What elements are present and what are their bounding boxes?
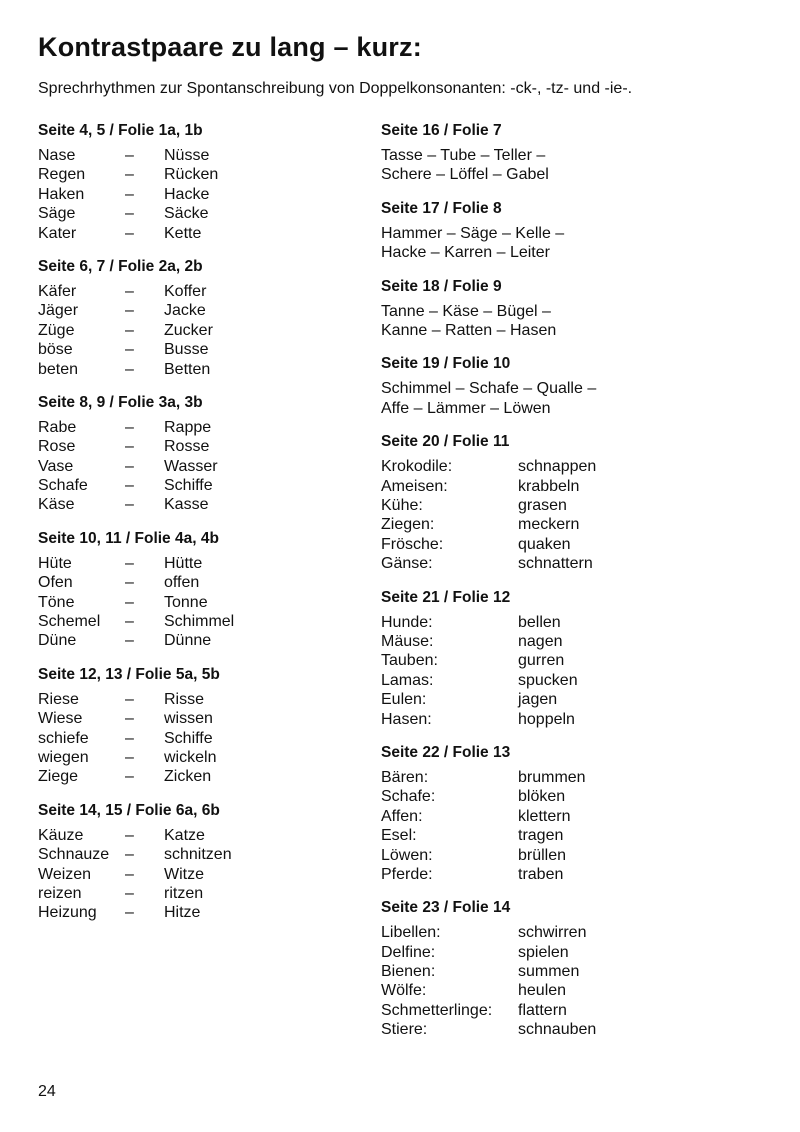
animal-sound-row: [381, 962, 771, 981]
word-pair-row: [38, 748, 358, 767]
short-vowel-word: Schimmel: [164, 613, 235, 631]
short-vowel-word: Risse: [164, 690, 205, 708]
animal-sound-section: [381, 897, 771, 1039]
page-subtitle: Sprechrhythmen zur Spontanschreibung von Doppelkonsonanten: -ck-, -tz- und -ie-.: [38, 80, 633, 97]
word-pair-row: [38, 321, 358, 340]
dash-separator: –: [125, 846, 134, 864]
animal-sound-verb: traben: [518, 865, 564, 883]
animal-name: Löwen:: [381, 846, 433, 864]
long-vowel-word: Rabe: [38, 418, 77, 436]
word-pair-row: [38, 185, 358, 204]
short-vowel-word: Dünne: [164, 632, 212, 650]
animal-sound-row: [381, 787, 771, 806]
word-pair-section: [38, 800, 358, 923]
dash-separator: –: [125, 904, 134, 922]
animal-sound-verb: grasen: [518, 497, 567, 515]
animal-sound-row: [381, 651, 771, 670]
word-chain-line: Affe – Lämmer – Löwen: [381, 399, 551, 417]
dash-separator: –: [125, 613, 134, 631]
animal-sound-verb: gurren: [518, 652, 565, 670]
section-heading: Seite 6, 7 / Folie 2a, 2b: [38, 257, 203, 275]
animal-sound-row: [381, 690, 771, 709]
long-vowel-word: beten: [38, 360, 79, 378]
long-vowel-word: reizen: [38, 884, 82, 902]
animal-sound-verb: schnappen: [518, 458, 597, 476]
short-vowel-word: Tonne: [164, 593, 208, 611]
word-pair-row: [38, 631, 358, 650]
word-pair-row: [38, 729, 358, 748]
long-vowel-word: Heizung: [38, 904, 97, 922]
dash-separator: –: [125, 321, 134, 339]
page-number: 24: [38, 1083, 56, 1100]
word-pair-row: [38, 301, 358, 320]
short-vowel-word: offen: [164, 574, 200, 592]
word-pair-row: [38, 146, 358, 165]
animal-sound-row: [381, 923, 771, 942]
animal-sound-row: [381, 943, 771, 962]
short-vowel-word: Zicken: [164, 768, 212, 786]
animal-name: Bienen:: [381, 963, 436, 981]
animal-name: Pferde:: [381, 865, 433, 883]
dash-separator: –: [125, 574, 134, 592]
animal-sound-row: [381, 826, 771, 845]
long-vowel-word: Wiese: [38, 710, 83, 728]
word-pair-row: [38, 282, 358, 301]
animal-sound-verb: meckern: [518, 516, 580, 534]
short-vowel-word: Witze: [164, 865, 204, 883]
word-pair-row: [38, 418, 358, 437]
animal-name: Gänse:: [381, 555, 433, 573]
word-pair-row: [38, 593, 358, 612]
word-pair-row: [38, 204, 358, 223]
animal-name: Esel:: [381, 827, 417, 845]
animal-sound-verb: summen: [518, 963, 580, 981]
animal-name: Hasen:: [381, 710, 432, 728]
animal-name: Kühe:: [381, 497, 423, 515]
short-vowel-word: schnitzen: [164, 846, 232, 864]
long-vowel-word: Weizen: [38, 865, 92, 883]
animal-sound-row: [381, 807, 771, 826]
short-vowel-word: Nüsse: [164, 147, 210, 164]
dash-separator: –: [125, 147, 134, 164]
short-vowel-word: Hacke: [164, 185, 210, 203]
animal-sound-verb: spucken: [518, 671, 578, 689]
animal-name: Eulen:: [381, 691, 427, 709]
long-vowel-word: Ofen: [38, 574, 73, 592]
dash-separator: –: [125, 554, 134, 572]
animal-sound-row: [381, 613, 771, 632]
animal-sound-row: [381, 865, 771, 884]
animal-name: Hunde:: [381, 613, 433, 631]
long-vowel-word: Töne: [38, 593, 75, 611]
dash-separator: –: [125, 690, 134, 708]
animal-sound-row: [381, 496, 771, 515]
short-vowel-word: Koffer: [164, 282, 207, 300]
dash-separator: –: [125, 710, 134, 728]
animal-sound-row: [381, 457, 771, 476]
animal-name: Tauben:: [381, 652, 438, 670]
animal-sound-section: [381, 587, 771, 729]
word-chain-line: Hammer – Säge – Kelle –: [381, 224, 565, 242]
word-pair-section: [38, 120, 358, 243]
long-vowel-word: Schemel: [38, 613, 101, 631]
dash-separator: –: [125, 166, 134, 184]
long-vowel-word: schiefe: [38, 729, 89, 747]
short-vowel-word: Hütte: [164, 554, 203, 572]
word-chain-line: Schimmel – Schafe – Qualle –: [381, 380, 597, 398]
dash-separator: –: [125, 205, 134, 223]
word-pair-row: [38, 845, 358, 864]
animal-sound-row: [381, 1001, 771, 1020]
short-vowel-word: Kasse: [164, 496, 209, 514]
animal-sound-verb: nagen: [518, 632, 563, 650]
dash-separator: –: [125, 865, 134, 883]
short-vowel-word: Betten: [164, 360, 211, 378]
long-vowel-word: Säge: [38, 205, 76, 223]
word-chain-line: Kanne – Ratten – Hasen: [381, 322, 557, 340]
animal-sound-row: [381, 535, 771, 554]
word-pair-row: [38, 476, 358, 495]
word-pair-row: [38, 826, 358, 845]
word-pair-row: [38, 612, 358, 631]
animal-sound-verb: jagen: [518, 691, 558, 709]
dash-separator: –: [125, 302, 134, 320]
animal-name: Frösche:: [381, 535, 444, 553]
animal-name: Stiere:: [381, 1021, 428, 1039]
long-vowel-word: Züge: [38, 321, 75, 339]
animal-sound-verb: krabbeln: [518, 477, 580, 495]
animal-name: Delfine:: [381, 943, 436, 961]
animal-sound-verb: klettern: [518, 807, 571, 825]
animal-name: Ziegen:: [381, 516, 435, 534]
section-heading: Seite 17 / Folie 8: [381, 199, 502, 217]
animal-sound-verb: tragen: [518, 827, 564, 845]
animal-sound-row: [381, 710, 771, 729]
animal-name: Affen:: [381, 807, 423, 825]
long-vowel-word: Haken: [38, 185, 85, 203]
short-vowel-word: Kette: [164, 224, 202, 242]
dash-separator: –: [125, 884, 134, 902]
dash-separator: –: [125, 224, 134, 242]
word-chain-section: [381, 198, 771, 263]
long-vowel-word: Rose: [38, 438, 76, 456]
word-pair-row: [38, 709, 358, 728]
long-vowel-word: Käuze: [38, 826, 84, 844]
word-pair-row: [38, 457, 358, 476]
dash-separator: –: [125, 360, 134, 378]
short-vowel-word: Rappe: [164, 418, 212, 436]
short-vowel-word: Rücken: [164, 166, 219, 184]
dash-separator: –: [125, 457, 134, 475]
short-vowel-word: Wasser: [164, 457, 218, 475]
short-vowel-word: Rosse: [164, 438, 210, 456]
page-title: Kontrastpaare zu lang – kurz:: [38, 32, 422, 62]
animal-sound-verb: blöken: [518, 788, 566, 806]
short-vowel-word: Schiffe: [164, 729, 213, 747]
long-vowel-word: Riese: [38, 690, 79, 708]
long-vowel-word: Nase: [38, 147, 76, 164]
animal-name: Schafe:: [381, 788, 436, 806]
animal-name: Ameisen:: [381, 477, 448, 495]
animal-sound-row: [381, 981, 771, 1000]
animal-sound-row: [381, 671, 771, 690]
word-chain-line: Tasse – Tube – Teller –: [381, 147, 546, 164]
section-heading: Seite 16 / Folie 7: [381, 122, 502, 139]
word-pair-row: [38, 340, 358, 359]
animal-sound-section: [381, 742, 771, 884]
section-heading: Seite 10, 11 / Folie 4a, 4b: [38, 529, 219, 547]
long-vowel-word: Regen: [38, 166, 86, 184]
dash-separator: –: [125, 341, 134, 359]
animal-sound-row: [381, 554, 771, 573]
section-heading: Seite 4, 5 / Folie 1a, 1b: [38, 122, 203, 139]
word-pair-row: [38, 165, 358, 184]
short-vowel-word: Busse: [164, 341, 209, 359]
section-heading: Seite 12, 13 / Folie 5a, 5b: [38, 665, 220, 683]
animal-sound-verb: schnattern: [518, 555, 593, 573]
section-heading: Seite 18 / Folie 9: [381, 277, 502, 295]
word-chain-section: [381, 276, 771, 341]
animal-sound-row: [381, 768, 771, 787]
word-pair-section: [38, 664, 358, 787]
word-pair-section: [38, 256, 358, 379]
animal-sound-verb: schnauben: [518, 1021, 597, 1039]
section-heading: Seite 8, 9 / Folie 3a, 3b: [38, 393, 203, 411]
word-pair-row: [38, 437, 358, 456]
short-vowel-word: Jacke: [164, 302, 206, 320]
animal-sound-verb: bellen: [518, 613, 561, 631]
short-vowel-word: Katze: [164, 826, 205, 844]
word-pair-row: [38, 360, 358, 379]
dash-separator: –: [125, 496, 134, 514]
dash-separator: –: [125, 729, 134, 747]
short-vowel-word: wissen: [164, 710, 213, 728]
dash-separator: –: [125, 748, 134, 766]
animal-name: Schmetterlinge:: [381, 1001, 493, 1019]
dash-separator: –: [125, 477, 134, 495]
animal-sound-verb: brüllen: [518, 846, 567, 864]
dash-separator: –: [125, 826, 134, 844]
section-heading: Seite 22 / Folie 13: [381, 743, 511, 761]
long-vowel-word: Vase: [38, 457, 74, 475]
long-vowel-word: Schafe: [38, 477, 88, 495]
section-heading: Seite 21 / Folie 12: [381, 588, 511, 606]
word-pair-row: [38, 554, 358, 573]
long-vowel-word: Düne: [38, 632, 77, 650]
word-chain-line: Tanne – Käse – Bügel –: [381, 302, 551, 320]
animal-sound-section: [381, 431, 771, 573]
word-pair-row: [38, 573, 358, 592]
long-vowel-word: Käfer: [38, 282, 77, 300]
short-vowel-word: Zucker: [164, 321, 213, 339]
animal-name: Libellen:: [381, 924, 441, 942]
dash-separator: –: [125, 438, 134, 456]
section-heading: Seite 23 / Folie 14: [381, 899, 511, 917]
animal-name: Mäuse:: [381, 632, 434, 650]
dash-separator: –: [125, 768, 134, 786]
word-pair-row: [38, 903, 358, 922]
animal-sound-verb: schwirren: [518, 924, 587, 942]
word-pair-row: [38, 690, 358, 709]
short-vowel-word: Schiffe: [164, 477, 213, 495]
animal-sound-verb: flattern: [518, 1001, 567, 1019]
animal-sound-verb: brummen: [518, 768, 586, 786]
long-vowel-word: böse: [38, 341, 73, 359]
short-vowel-word: Säcke: [164, 205, 209, 223]
long-vowel-word: Kater: [38, 224, 77, 242]
word-chain-section: [381, 120, 771, 185]
word-pair-row: [38, 865, 358, 884]
short-vowel-word: Hitze: [164, 904, 201, 922]
section-heading: Seite 14, 15 / Folie 6a, 6b: [38, 801, 220, 819]
word-chain-line: Schere – Löffel – Gabel: [381, 166, 549, 184]
word-pair-section: [38, 528, 358, 651]
word-chain-line: Hacke – Karren – Leiter: [381, 244, 550, 262]
left-column: [38, 120, 358, 936]
animal-sound-row: [381, 515, 771, 534]
long-vowel-word: Jäger: [38, 302, 79, 320]
dash-separator: –: [125, 418, 134, 436]
section-heading: Seite 19 / Folie 10: [381, 355, 511, 373]
short-vowel-word: ritzen: [164, 884, 204, 902]
animal-sound-verb: spielen: [518, 943, 569, 961]
animal-name: Lamas:: [381, 671, 434, 689]
long-vowel-word: Hüte: [38, 554, 72, 572]
animal-sound-verb: hoppeln: [518, 710, 575, 728]
animal-sound-row: [381, 477, 771, 496]
word-pair-section: [38, 392, 358, 515]
animal-sound-row: [381, 632, 771, 651]
dash-separator: –: [125, 185, 134, 203]
dash-separator: –: [125, 282, 134, 300]
short-vowel-word: wickeln: [164, 748, 217, 766]
animal-sound-row: [381, 846, 771, 865]
long-vowel-word: Käse: [38, 496, 75, 514]
word-pair-row: [38, 495, 358, 514]
animal-name: Krokodile:: [381, 458, 453, 476]
long-vowel-word: Schnauze: [38, 846, 110, 864]
dash-separator: –: [125, 632, 134, 650]
word-chain-section: [381, 353, 771, 418]
animal-name: Bären:: [381, 768, 429, 786]
word-pair-row: [38, 224, 358, 243]
long-vowel-word: Ziege: [38, 768, 79, 786]
animal-name: Wölfe:: [381, 982, 427, 1000]
animal-sound-row: [381, 1020, 771, 1039]
dash-separator: –: [125, 593, 134, 611]
animal-sound-verb: quaken: [518, 535, 571, 553]
section-heading: Seite 20 / Folie 11: [381, 433, 510, 451]
right-column: [381, 120, 771, 1053]
word-pair-row: [38, 767, 358, 786]
long-vowel-word: wiegen: [38, 748, 89, 766]
animal-sound-verb: heulen: [518, 982, 567, 1000]
word-pair-row: [38, 884, 358, 903]
